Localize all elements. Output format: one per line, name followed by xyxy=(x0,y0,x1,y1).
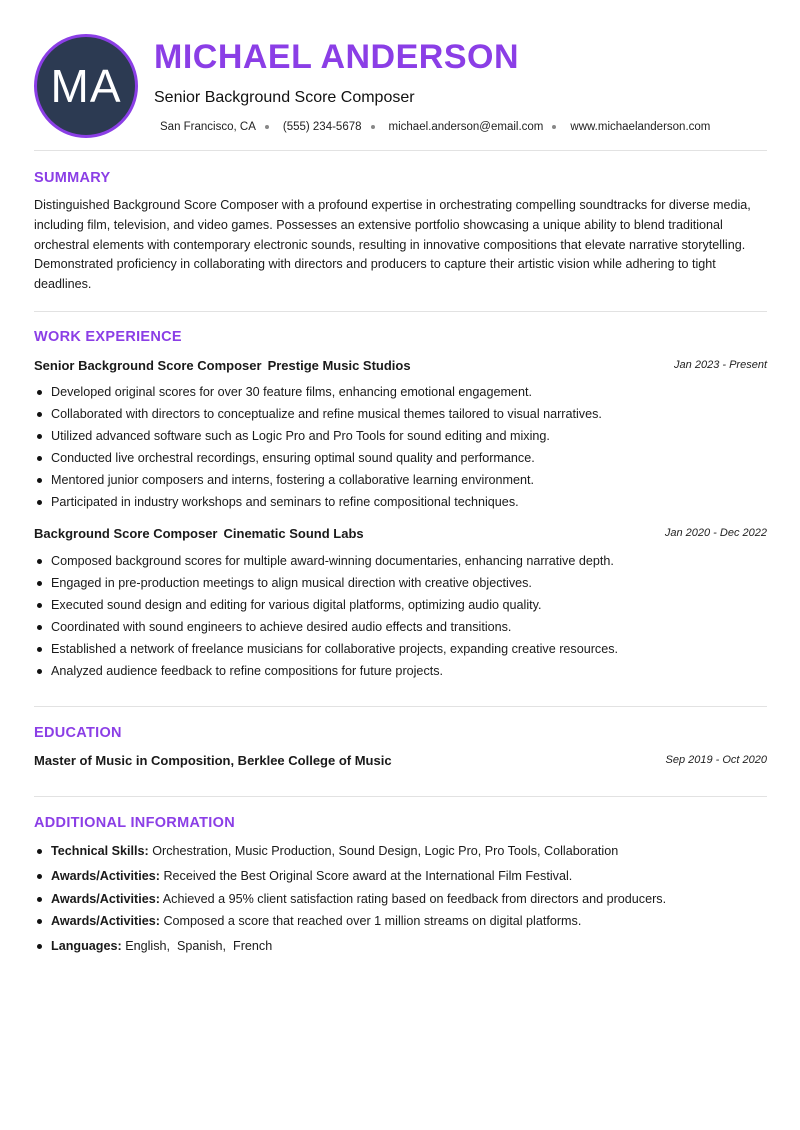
candidate-name: MICHAEL ANDERSON xyxy=(154,38,520,76)
divider xyxy=(34,150,767,151)
summary-text: Distinguished Background Score Composer with a profound expertise in orchestrating compelling soundtracks for diverse media, including film, television, and video games. Possesses an extensive portfolio showcasing a unique ability to blend traditional orchestral elements with contemporary electronic sounds, resulting in innovative compositions that elevate narrative storytelling. Demonstrated proficiency in collaborating with directors and producers to capture their artistic vision while adhering to tight deadlines. xyxy=(34,198,751,292)
avatar-initials: MA xyxy=(50,60,122,112)
education-dates: Sep 2019 - Oct 2020 xyxy=(665,754,767,766)
contact-bar xyxy=(160,121,710,133)
list-item: Established a network of freelance musicians for collaborative projects, expanding creative resources. xyxy=(34,640,767,662)
list-item: Composed background scores for multiple award-winning documentaries, enhancing narrative depth. xyxy=(34,552,767,574)
divider xyxy=(34,706,767,707)
list-item xyxy=(34,937,767,959)
list-item xyxy=(34,912,767,937)
job-dates: Jan 2020 - Dec 2022 xyxy=(664,527,767,539)
list-item: Collaborated with directors to conceptualize and refine musical themes tailored to visual narratives. xyxy=(34,405,767,427)
contact-email: michael.anderson@email.com xyxy=(388,121,544,133)
contact-website: www.michaelanderson.com xyxy=(570,121,711,133)
job-dates: Jan 2023 - Present xyxy=(674,359,767,371)
item-text: Orchestration, Music Production, Sound Design, Logic Pro, Pro Tools, Collaboration xyxy=(152,844,619,858)
contact-location: San Francisco, CA xyxy=(160,121,256,133)
job-bullets xyxy=(34,383,767,515)
list-item: Mentored junior composers and interns, fostering a collaborative learning environment. xyxy=(34,471,767,493)
resume-header xyxy=(34,34,767,138)
item-text: Received the Best Original Score award at the International Film Festival. xyxy=(163,869,573,883)
dot-separator xyxy=(552,125,556,129)
list-item xyxy=(34,842,767,867)
list-item: Analyzed audience feedback to refine compositions for future projects. xyxy=(34,662,767,684)
job-role: Background Score Composer xyxy=(34,526,218,541)
work-experience-heading: WORK EXPERIENCE xyxy=(34,329,182,345)
item-text: Achieved a 95% client satisfaction rating based on feedback from directors and producers. xyxy=(162,892,667,906)
job-bullets xyxy=(34,552,767,684)
item-label: Awards/Activities: xyxy=(51,869,160,883)
candidate-title: Senior Background Score Composer xyxy=(154,89,415,106)
item-text: Composed a score that reached over 1 million streams on digital platforms. xyxy=(163,914,582,928)
list-item: Utilized advanced software such as Logic Pro and Pro Tools for sound editing and mixing. xyxy=(34,427,767,449)
list-item: Executed sound design and editing for various digital platforms, optimizing audio quality. xyxy=(34,596,767,618)
list-item: Conducted live orchestral recordings, ensuring optimal sound quality and performance. xyxy=(34,449,767,471)
education-entry xyxy=(34,753,767,771)
dot-separator xyxy=(371,125,375,129)
list-item xyxy=(34,867,767,890)
job-role: Senior Background Score Composer xyxy=(34,358,262,373)
job-company: Prestige Music Studios xyxy=(267,358,411,373)
list-item xyxy=(34,890,767,912)
item-label: Technical Skills: xyxy=(51,844,149,858)
additional-info-heading: ADDITIONAL INFORMATION xyxy=(34,815,235,831)
item-text: English, Spanish, French xyxy=(125,939,273,953)
list-item: Participated in industry workshops and seminars to refine compositional techniques. xyxy=(34,493,767,515)
additional-info-list xyxy=(34,842,767,959)
item-label: Awards/Activities: xyxy=(51,914,160,928)
list-item: Engaged in pre-production meetings to align musical direction with creative objectives. xyxy=(34,574,767,596)
education-degree: Master of Music in Composition, Berklee College of Music xyxy=(34,753,392,768)
summary-heading: SUMMARY xyxy=(34,170,111,186)
list-item: Coordinated with sound engineers to achieve desired audio effects and transitions. xyxy=(34,618,767,640)
avatar xyxy=(34,34,138,138)
job-header xyxy=(34,358,767,376)
item-label: Languages: xyxy=(51,939,122,953)
dot-separator xyxy=(265,125,269,129)
list-item: Developed original scores for over 30 feature films, enhancing emotional engagement. xyxy=(34,383,767,405)
education-heading: EDUCATION xyxy=(34,725,122,741)
divider xyxy=(34,796,767,797)
job-company: Cinematic Sound Labs xyxy=(223,526,364,541)
job-header xyxy=(34,526,767,544)
divider xyxy=(34,311,767,312)
item-label: Awards/Activities: xyxy=(51,892,160,906)
contact-phone: (555) 234-5678 xyxy=(282,121,362,133)
